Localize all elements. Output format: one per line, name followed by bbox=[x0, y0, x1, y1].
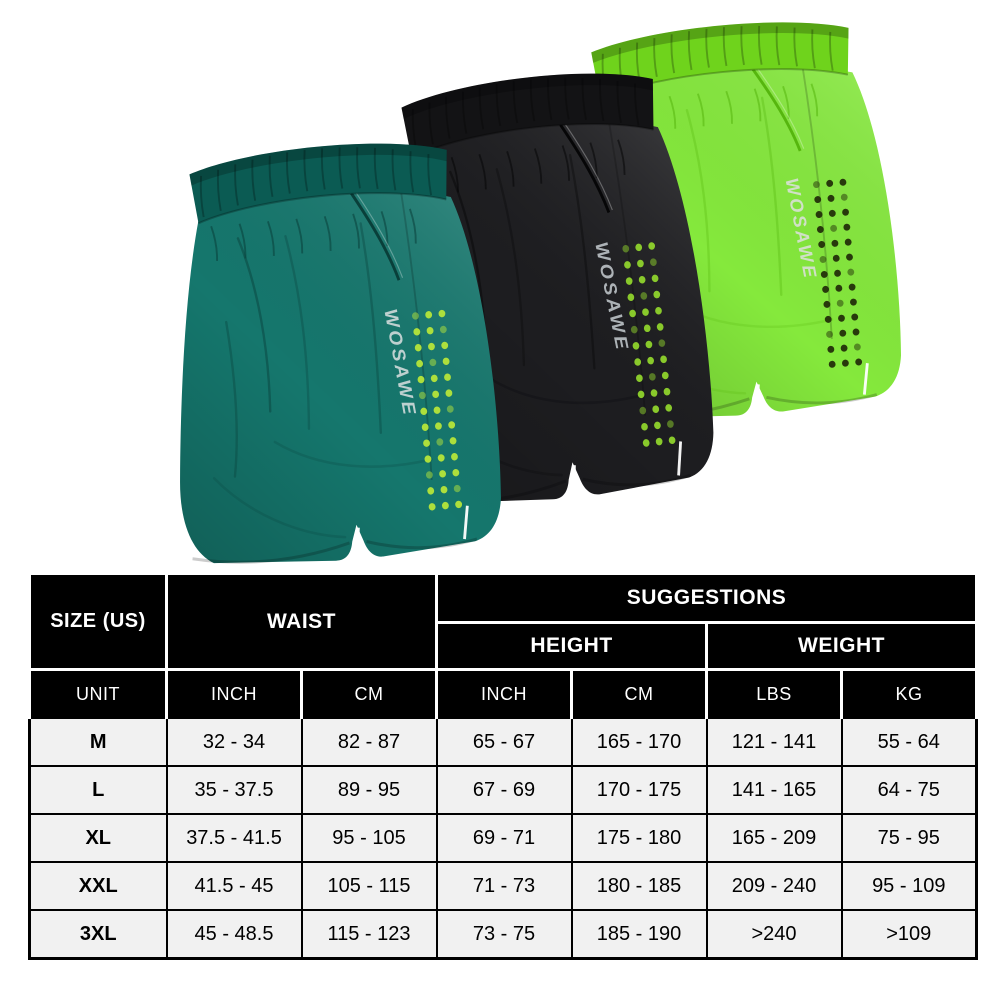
table-cell: >240 bbox=[707, 910, 842, 959]
table-cell: 71 - 73 bbox=[437, 862, 572, 910]
table-row-3xl bbox=[30, 910, 977, 959]
table-cell: 141 - 165 bbox=[707, 766, 842, 814]
size-cell: 3XL bbox=[30, 910, 167, 959]
table-cell: 65 - 67 bbox=[437, 718, 572, 766]
table-cell: 170 - 175 bbox=[572, 766, 707, 814]
header-waist: WAIST bbox=[167, 574, 437, 670]
table-cell: 45 - 48.5 bbox=[167, 910, 302, 959]
unit-height-cm: CM bbox=[572, 670, 707, 719]
table-row-l bbox=[30, 766, 977, 814]
table-cell: 180 - 185 bbox=[572, 862, 707, 910]
table-cell: 121 - 141 bbox=[707, 718, 842, 766]
table-cell: 75 - 95 bbox=[842, 814, 977, 862]
size-cell: M bbox=[30, 718, 167, 766]
table-cell: 37.5 - 41.5 bbox=[167, 814, 302, 862]
table-cell: 209 - 240 bbox=[707, 862, 842, 910]
size-cell: XL bbox=[30, 814, 167, 862]
unit-weight-lbs: LBS bbox=[707, 670, 842, 719]
table-cell: 32 - 34 bbox=[167, 718, 302, 766]
unit-height-inch: INCH bbox=[437, 670, 572, 719]
table-row-xl bbox=[30, 814, 977, 862]
header-height: HEIGHT bbox=[437, 623, 707, 670]
table-cell: 67 - 69 bbox=[437, 766, 572, 814]
header-size-us: SIZE (US) bbox=[30, 574, 167, 670]
table-cell: 165 - 209 bbox=[707, 814, 842, 862]
unit-waist-inch: INCH bbox=[167, 670, 302, 719]
table-cell: 69 - 71 bbox=[437, 814, 572, 862]
size-chart-table bbox=[28, 572, 978, 960]
header-weight: WEIGHT bbox=[707, 623, 977, 670]
unit-label: UNIT bbox=[30, 670, 167, 719]
table-cell: >109 bbox=[842, 910, 977, 959]
table-cell: 64 - 75 bbox=[842, 766, 977, 814]
unit-weight-kg: KG bbox=[842, 670, 977, 719]
table-row-m bbox=[30, 718, 977, 766]
table-cell: 89 - 95 bbox=[302, 766, 437, 814]
table-row-xxl bbox=[30, 862, 977, 910]
size-chart bbox=[28, 572, 975, 960]
table-cell: 115 - 123 bbox=[302, 910, 437, 959]
size-cell: L bbox=[30, 766, 167, 814]
unit-row bbox=[30, 670, 977, 719]
header-suggestions: SUGGESTIONS bbox=[437, 574, 977, 623]
size-cell: XXL bbox=[30, 862, 167, 910]
table-cell: 165 - 170 bbox=[572, 718, 707, 766]
table-cell: 35 - 37.5 bbox=[167, 766, 302, 814]
table-cell: 82 - 87 bbox=[302, 718, 437, 766]
table-cell: 41.5 - 45 bbox=[167, 862, 302, 910]
unit-waist-cm: CM bbox=[302, 670, 437, 719]
table-cell: 55 - 64 bbox=[842, 718, 977, 766]
table-cell: 73 - 75 bbox=[437, 910, 572, 959]
table-cell: 175 - 180 bbox=[572, 814, 707, 862]
header-row-1 bbox=[30, 574, 977, 623]
table-cell: 105 - 115 bbox=[302, 862, 437, 910]
table-cell: 185 - 190 bbox=[572, 910, 707, 959]
table-cell: 95 - 105 bbox=[302, 814, 437, 862]
table-cell: 95 - 109 bbox=[842, 862, 977, 910]
